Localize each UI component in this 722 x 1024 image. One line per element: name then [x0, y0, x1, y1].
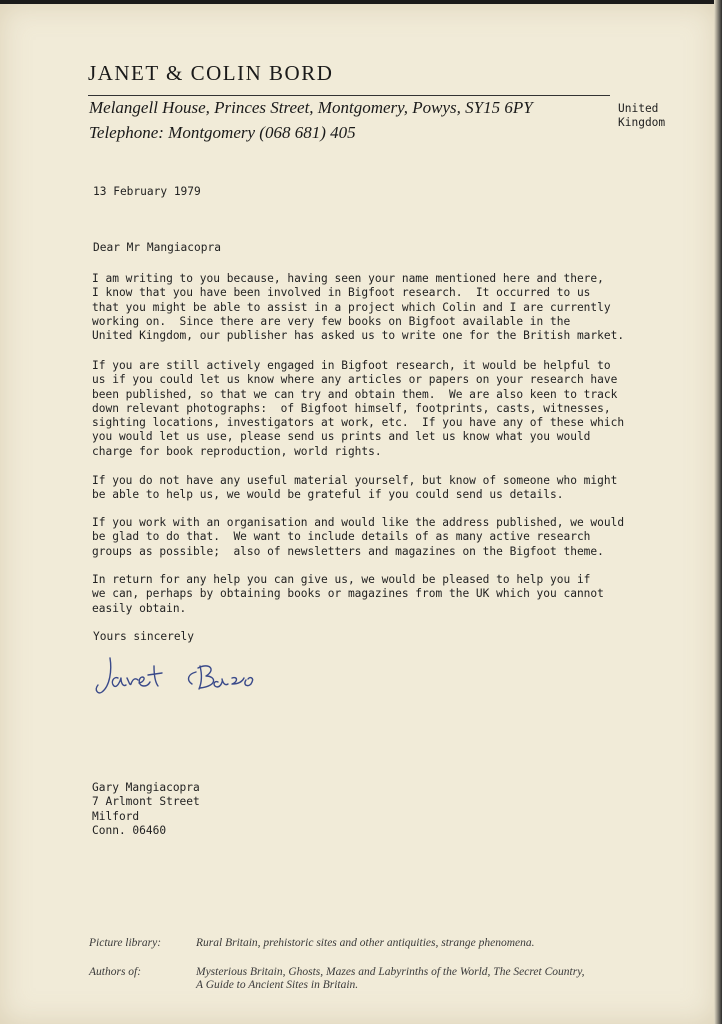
paragraph-line: be glad to do that. We want to include details of as many active research — [92, 530, 591, 544]
country-stamp — [618, 102, 665, 131]
paragraph-line: easily obtain. — [92, 601, 187, 615]
recipient-line: 7 Arlmont Street — [92, 795, 200, 809]
paragraph-line: you would let us use, please send us prints and let us know what you would — [92, 430, 591, 444]
salutation: Dear Mr Mangiacopra — [93, 241, 221, 254]
paragraph-line: us if you could let us know where any articles or papers on your research have — [92, 373, 618, 387]
paragraph-line: If you are still actively engaged in Bigfoot research, it would be helpful to — [92, 359, 611, 372]
footer-text: Rural Britain, prehistoric sites and other antiquities, strange phenomena. — [196, 937, 535, 949]
paragraph-line: sighting locations, investigators at work, etc. If you have any of these which — [92, 416, 625, 430]
paragraph-line: If you do not have any useful material yourself, but know of someone who might — [92, 474, 618, 487]
paragraph-1 — [92, 272, 692, 343]
recipient-line: Conn. 06460 — [92, 823, 167, 837]
footer-picture-library — [89, 937, 689, 951]
paragraph-line: United Kingdom, our publisher has asked us to write one for the British market. — [92, 329, 625, 343]
handwritten-signature — [92, 650, 292, 705]
paragraph-line: been published, so that we can try and obtain them. We are also keen to track — [92, 387, 618, 401]
paragraph-line: charge for book reproduction, world rights. — [92, 444, 382, 458]
paragraph-line: If you work with an organisation and would like the address published, we would — [92, 516, 625, 529]
paragraph-2 — [92, 359, 692, 459]
recipient-line: Milford — [92, 809, 140, 823]
paragraph-line: working on. Since there are very few books on Bigfoot available in the — [92, 314, 571, 328]
paragraph-line: I am writing to you because, having seen your name mentioned here and there, — [92, 272, 604, 285]
country-line: Kingdom — [618, 116, 666, 130]
footer-authors — [89, 966, 689, 994]
footer-text-line: Mysterious Britain, Ghosts, Mazes and Labyrinths of the World, The Secret Country, — [196, 966, 585, 978]
paragraph-line: down relevant photographs: of Bigfoot himself, footprints, casts, witnesses, — [92, 401, 611, 415]
paragraph-line: groups as possible; also of newsletters and magazines on the Bigfoot theme. — [92, 544, 604, 558]
letterhead-address: Melangell House, Princes Street, Montgomery, Powys, SY15 6PY — [89, 98, 533, 117]
footer-text — [196, 966, 676, 992]
recipient-address — [92, 781, 200, 838]
recipient-line: Gary Mangiacopra — [92, 781, 200, 794]
paragraph-line: we can, perhaps by obtaining books or magazines from the UK which you cannot — [92, 587, 604, 601]
closing: Yours sincerely — [93, 630, 195, 643]
paragraph-3 — [92, 474, 692, 503]
paragraph-line: In return for any help you can give us, we would be pleased to help you if — [92, 573, 591, 586]
paragraph-4 — [92, 516, 692, 559]
country-line: United — [618, 102, 659, 115]
paragraph-line: be able to help us, we would be grateful if you could send us details. — [92, 488, 564, 502]
paragraph-5 — [92, 573, 692, 616]
footer-label: Authors of: — [89, 966, 142, 978]
letterhead-telephone: Telephone: Montgomery (068 681) 405 — [89, 123, 356, 142]
footer-label: Picture library: — [89, 937, 162, 949]
letter-page — [0, 4, 716, 1024]
paragraph-line: I know that you have been involved in Bigfoot research. It occurred to us — [92, 286, 591, 300]
paragraph-line: that you might be able to assist in a project which Colin and I are currently — [92, 300, 611, 314]
footer-text-line: A Guide to Ancient Sites in Britain. — [196, 979, 359, 991]
letter-date: 13 February 1979 — [93, 185, 201, 198]
letterhead-name: JANET & COLIN BORD — [88, 61, 334, 85]
page-edge — [714, 0, 722, 1024]
letterhead-divider — [88, 95, 610, 96]
